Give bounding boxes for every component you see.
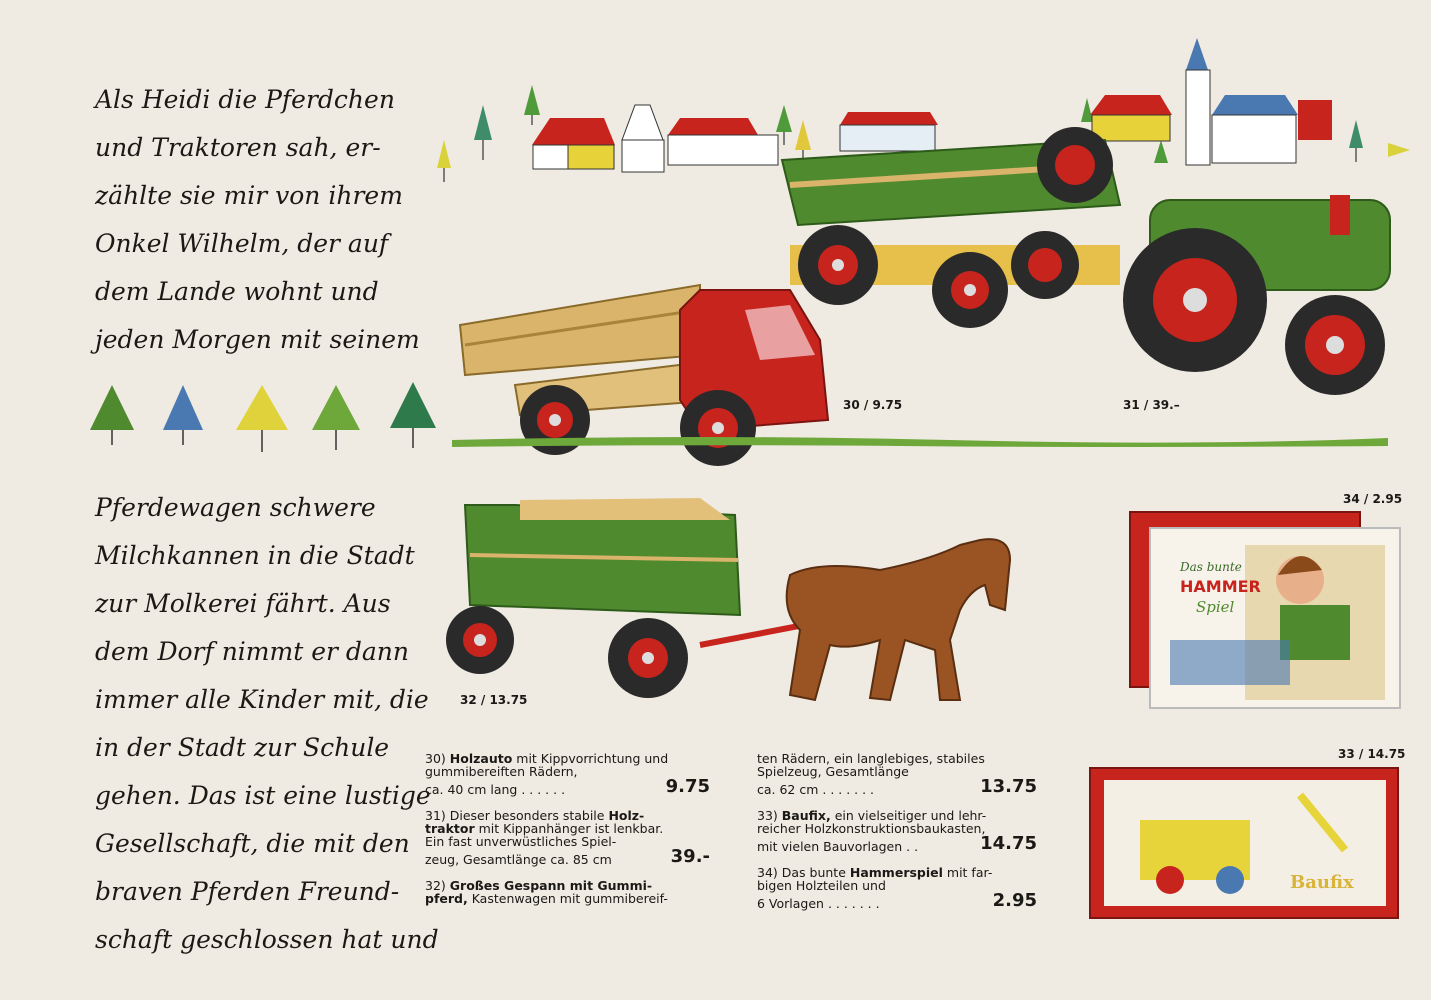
story-line: gehen. Das ist eine lustige — [95, 781, 431, 810]
item-text: Kastenwagen mit gummibereif- — [467, 891, 668, 906]
hammer-box-title-1: Das bunte — [1180, 560, 1242, 574]
trees-row-illustration — [90, 382, 436, 452]
description-item-33 — [757, 809, 1037, 853]
item-text: bigen Holzteilen und — [757, 878, 886, 893]
price-row — [757, 835, 1037, 853]
item-text: gummibereiften Rädern, — [425, 764, 578, 779]
story-line: immer alle Kinder mit, die — [95, 685, 429, 714]
item-text: ca. 62 cm . . . . . . . — [757, 782, 875, 797]
horse-cart-price-label: 32 / 13.75 — [460, 693, 528, 707]
item-name: Holz- — [608, 808, 645, 823]
item-name: traktor — [425, 821, 475, 836]
item-text: ein vielseitiger und lehr- — [830, 808, 987, 823]
item-text: mit vielen Bauvorlagen . . — [757, 839, 919, 854]
item-name: Hammerspiel — [849, 865, 943, 880]
item-text: ten Rädern, ein langlebiges, stabiles — [757, 751, 985, 766]
description-item-32-continued — [757, 752, 1037, 796]
item-text: Ein fast unverwüstliches Spiel- — [425, 834, 617, 849]
story-line: braven Pferden Freund- — [95, 877, 400, 906]
price-row — [425, 848, 710, 866]
story-text-top — [95, 76, 420, 364]
item-text: 6 Vorlagen . . . . . . . — [757, 896, 880, 911]
hammer-game-price-label: 34 / 2.95 — [1343, 492, 1403, 506]
horse-cart-illustration — [446, 498, 1010, 700]
item-text: mit Kippvorrichtung und — [512, 751, 669, 766]
item-number: 30) — [425, 751, 446, 766]
story-line: zählte sie mir von ihrem — [95, 181, 403, 210]
description-item-32 — [425, 879, 710, 905]
item-name: Baufix, — [781, 808, 831, 823]
tractor-illustration — [1123, 195, 1390, 395]
item-price: 2.95 — [992, 890, 1037, 911]
item-text: mit far- — [942, 865, 993, 880]
item-price: 9.75 — [665, 776, 710, 797]
tractor-trailer-illustration — [782, 127, 1120, 328]
description-item-31 — [425, 809, 710, 866]
story-line: dem Lande wohnt und — [95, 277, 379, 306]
hammer-box-title-2: HAMMER — [1180, 577, 1261, 596]
grass-strip — [452, 437, 1388, 447]
item-price: 13.75 — [980, 776, 1037, 797]
item-number: 34) Das bunte — [757, 865, 846, 880]
story-line: zur Molkerei fährt. Aus — [95, 589, 391, 618]
description-column-left — [425, 752, 710, 918]
story-line: jeden Morgen mit seinem — [95, 325, 420, 354]
item-number: 32) — [425, 878, 446, 893]
story-line: Pferdewagen schwere — [95, 493, 376, 522]
tractor-price-label: 31 / 39.– — [1123, 398, 1180, 412]
story-line: dem Dorf nimmt er dann — [95, 637, 410, 666]
item-price: 39.- — [670, 846, 710, 867]
item-number: 33) — [757, 808, 778, 823]
price-row — [757, 778, 1037, 796]
item-text: zeug, Gesamtlänge ca. 85 cm — [425, 852, 612, 867]
description-item-34 — [757, 866, 1037, 910]
baufix-box-title: Baufix — [1290, 872, 1354, 893]
story-line: Gesellschaft, die mit den — [95, 829, 410, 858]
description-column-right — [757, 752, 1037, 923]
item-number: 31) Dieser besonders stabile — [425, 808, 605, 823]
price-row — [757, 892, 1037, 910]
item-text: reicher Holzkonstruktionsbaukasten, — [757, 821, 986, 836]
story-line: und Traktoren sah, er- — [95, 133, 381, 162]
item-name: pferd, — [425, 891, 468, 906]
item-text: mit Kippanhänger ist lenkbar. — [474, 821, 664, 836]
hammer-box-title-3: Spiel — [1196, 598, 1235, 616]
story-line: schaft geschlossen hat und — [95, 925, 439, 954]
item-text: Spielzeug, Gesamtlänge — [757, 764, 909, 779]
baufix-box-illustration — [1090, 768, 1398, 918]
story-line: Milchkannen in die Stadt — [95, 541, 415, 570]
item-name: Holzauto — [449, 751, 513, 766]
baufix-price-label: 33 / 14.75 — [1338, 747, 1406, 761]
price-row — [425, 778, 710, 796]
item-text: ca. 40 cm lang . . . . . . — [425, 782, 566, 797]
hammer-game-box-illustration — [1130, 512, 1400, 708]
story-line: Onkel Wilhelm, der auf — [95, 229, 389, 258]
story-line: Als Heidi die Pferdchen — [95, 85, 395, 114]
item-price: 14.75 — [980, 833, 1037, 854]
truck-price-label: 30 / 9.75 — [843, 398, 903, 412]
item-name: Großes Gespann mit Gummi- — [449, 878, 653, 893]
story-line: in der Stadt zur Schule — [95, 733, 390, 762]
description-item-30 — [425, 752, 710, 796]
